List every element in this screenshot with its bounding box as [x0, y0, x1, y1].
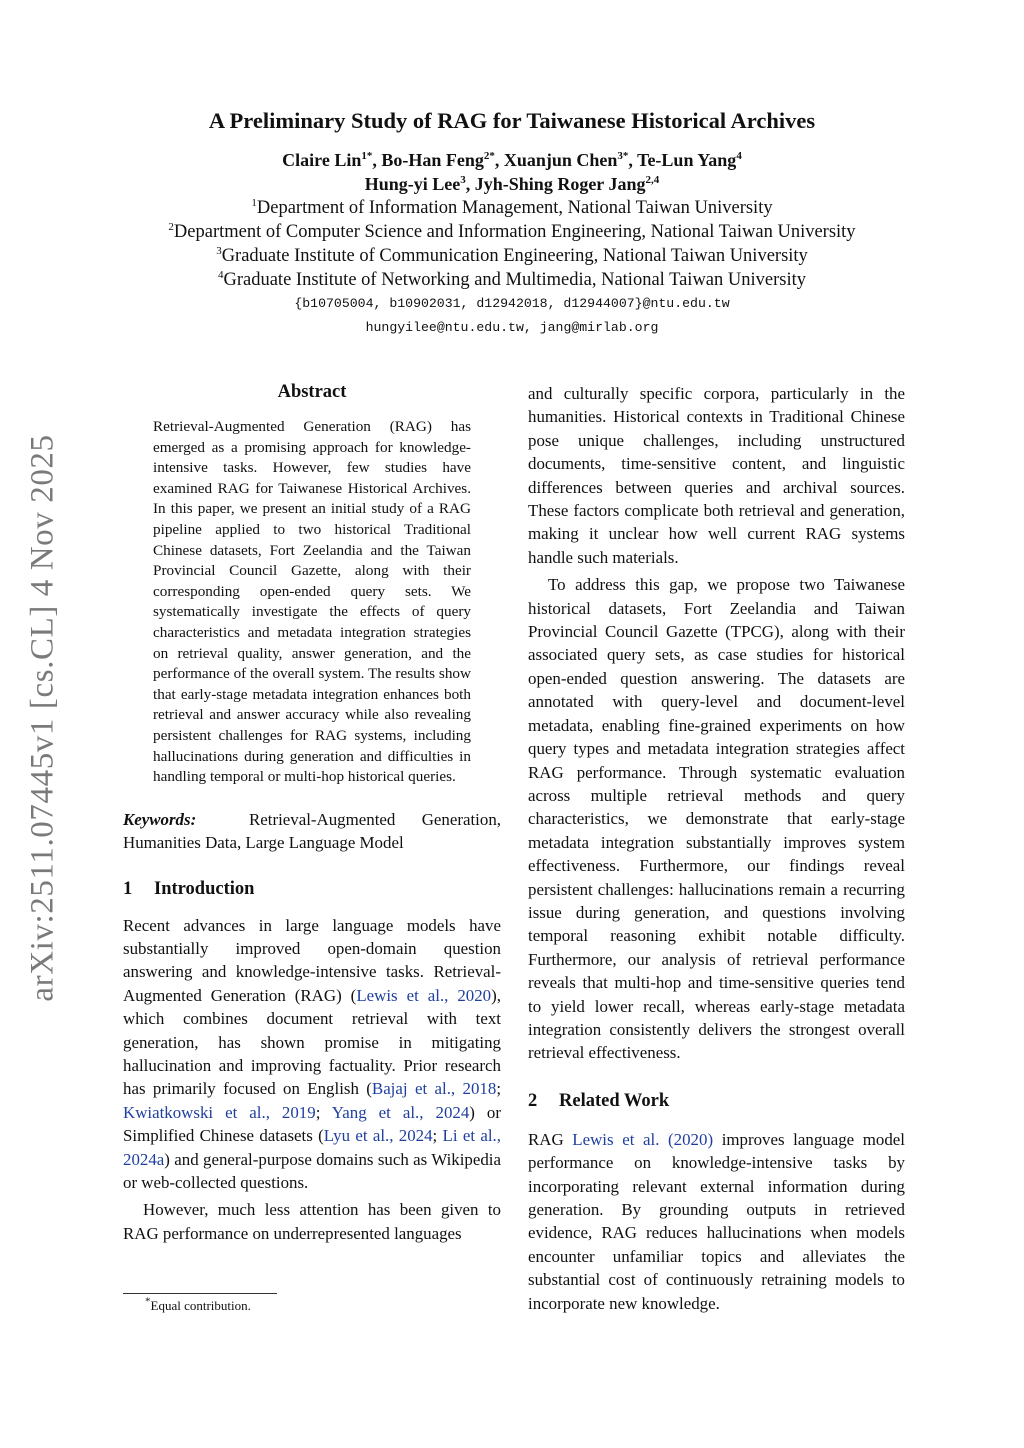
email-line[interactable]: {b10705004, b10902031, d12942018, d12944007}@ntu.edu.tw [294, 296, 730, 311]
citation-link[interactable]: Lewis et al. [572, 1129, 660, 1149]
text-run: improves language model performance on knowledge-intensive tasks by incorporating relevant external information during generation. By grounding outputs in retrieved evidence, RAG reduces hallucinations when models encounter unfamiliar topics and alleviates the substantial cost of continuously retraining models to incorporate new knowledge. [528, 1129, 905, 1313]
intro-paragraph-2-continued: and culturally specific corpora, particularly in the humanities. Historical contexts in Traditional Chinese pose unique challenges, including unstructured documents, time-sensitive content, and linguistic differences between queries and archival sources. These factors complicate both retrieval and generation, making it unclear how well current RAG systems handle such materials. [528, 384, 905, 567]
keywords-text: Retrieval-Augmented Generation, Humanities Data, Large Language Model [123, 809, 501, 853]
affiliation [100, 220, 924, 244]
footnote-text: Equal contribution. [150, 1298, 251, 1313]
left-column [123, 382, 501, 1245]
citation-link[interactable]: Kwiatkowski et al., 2019 [123, 1102, 316, 1122]
section-number: 2 [528, 1090, 538, 1111]
footnote [145, 1295, 251, 1314]
affiliation-text: Department of Information Management, National Taiwan University [256, 198, 773, 218]
section-number: 1 [123, 878, 133, 899]
affiliation [100, 244, 924, 268]
section-title: Related Work [559, 1090, 670, 1111]
intro-paragraph-2: However, much less attention has been given to RAG performance on underrepresented languages [123, 1200, 501, 1243]
author-sup: 2* [483, 150, 495, 162]
footnote-rule [123, 1293, 277, 1294]
author-sup: 4 [736, 150, 742, 162]
abstract-text: Retrieval-Augmented Generation (RAG) has emerged as a promising approach for knowledge-intensive tasks. However, few studies have examined RAG for Taiwanese Historical Archives. In this paper, we present an initial study of a RAG pipeline applied to two historical Traditional Chinese datasets, Fort Zeelandia and the Taiwan Provincial Council Gazette, along with their corresponding open-ended query sets. We systematically investigate the effects of query characteristics and metadata integration strategies on retrieval quality, answer generation, and the performance of the overall system. The results show that early-stage metadata integration enhances both retrieval and answer accuracy while also revealing persistent challenges for RAG systems, including hallucinations during generation and difficulties in handling temporal or multi-hop historical queries. [153, 418, 471, 786]
text-run: ; [496, 1079, 502, 1099]
author-sup: 3* [617, 150, 629, 162]
author-sup: 2,4 [645, 174, 660, 186]
author-name: Xuanjun Chen [503, 150, 618, 170]
footnote-mark: * [145, 1295, 151, 1308]
citation-link[interactable]: Yang et al., 2024 [331, 1102, 470, 1122]
affiliation-num: 4 [217, 268, 224, 281]
citation-link[interactable]: Li et al., 2024a [123, 1126, 501, 1169]
intro-paragraph-3: To address this gap, we propose two Taiwanese historical datasets, Fort Zeelandia and Taiwan Provincial Council Gazette (TPCG), along with their associated query sets, as case studies for historical open-ended question answering. The datasets are annotated with query-level and document-level metadata, enabling fine-grained experiments on how query types and metadata integration strategies affect RAG performance. Through systematic evaluation across multiple retrieval methods and query characteristics, we demonstrate that early-stage metadata integration substantially improves system effectiveness. Furthermore, our findings reveal persistent challenges: hallucinations remain a recurring issue during generation, and questions involving temporal reasoning exhibit notable difficulty. Furthermore, our analysis of retrieval performance reveals that multi-hop and time-sensitive queries tend to yield lower recall, whereas early-stage metadata integration consistently delivers the strongest overall retrieval effectiveness. [528, 575, 905, 1063]
text-run: Recent advances in large language models have substantially improved open-domain question answering and knowledge-intensive tasks. Retrieval-Augmented Generation (RAG) ( [123, 915, 501, 1005]
affiliation-num: 3 [216, 244, 222, 257]
citation-link[interactable]: Lyu et al., 2024 [323, 1126, 433, 1146]
intro-paragraph-1 [123, 914, 501, 1195]
section-heading-introduction [123, 879, 501, 900]
section-title: Introduction [154, 878, 255, 899]
citation-link[interactable]: Bajaj et al., 2018 [371, 1079, 497, 1099]
author-line-1: Claire Lin$^{1*}$, Bo-Han Feng$^{2*}$, Xuanjun Chen$^{3*}$, Te-Lun Yang$^4$ [282, 150, 742, 170]
email-line[interactable]: hungyilee@ntu.edu.tw, jang@mirlab.org [365, 320, 659, 335]
right-column [528, 382, 905, 1315]
text-run: ) and general-purpose domains such as Wikipedia or web-collected questions. [123, 1149, 501, 1192]
author-name: Jyh-Shing Roger Jang [474, 174, 646, 194]
citation-link[interactable]: (2020) [668, 1129, 714, 1149]
keywords-label: Keywords: [123, 809, 197, 829]
author-sup: 3 [460, 174, 466, 186]
related-work-paragraph [528, 1128, 905, 1315]
section-heading-related-work [528, 1091, 905, 1112]
arxiv-sidebar [18, 418, 68, 1018]
text-run: ), which combines document retrieval with text generation, has shown promise in mitigating hallucination and improving factuality. Prior research has primarily focused on English ( [123, 985, 501, 1099]
affiliation-num: 2 [168, 220, 174, 233]
author-sup: 1* [361, 150, 373, 162]
paper-title: A Preliminary Study of RAG for Taiwanese Historical Archives [208, 108, 816, 133]
text-run: ; [432, 1126, 443, 1146]
author-name: Claire Lin [282, 150, 362, 170]
text-run: ; [315, 1102, 332, 1122]
author-name: Te-Lun Yang [637, 150, 737, 170]
arxiv-identifier: arXiv:2511.07445v1 [cs.CL] 4 Nov 2025 [24, 434, 61, 1002]
author-name: Hung-yi Lee [364, 174, 461, 194]
author-line-2: Hung-yi Lee$^3$, Jyh-Shing Roger Jang$^{2,4}$ [364, 174, 660, 194]
affiliation-num: 1 [251, 196, 257, 209]
author-name: Bo-Han Feng [381, 150, 484, 170]
affiliation-text: Department of Computer Science and Information Engineering, National Taiwan University [173, 222, 856, 242]
citation-link[interactable]: Lewis et al., 2020 [356, 985, 492, 1005]
affiliation [100, 268, 924, 292]
text-run: RAG [528, 1129, 573, 1149]
paper-header [100, 108, 924, 340]
abstract-heading: Abstract [277, 382, 347, 402]
keywords [123, 808, 501, 855]
affiliation-text: Graduate Institute of Networking and Multimedia, National Taiwan University [223, 270, 806, 290]
affiliation-text: Graduate Institute of Communication Engineering, National Taiwan University [221, 246, 808, 266]
text-run: ) or Simplified Chinese datasets ( [123, 1102, 501, 1146]
affiliation [100, 196, 924, 220]
